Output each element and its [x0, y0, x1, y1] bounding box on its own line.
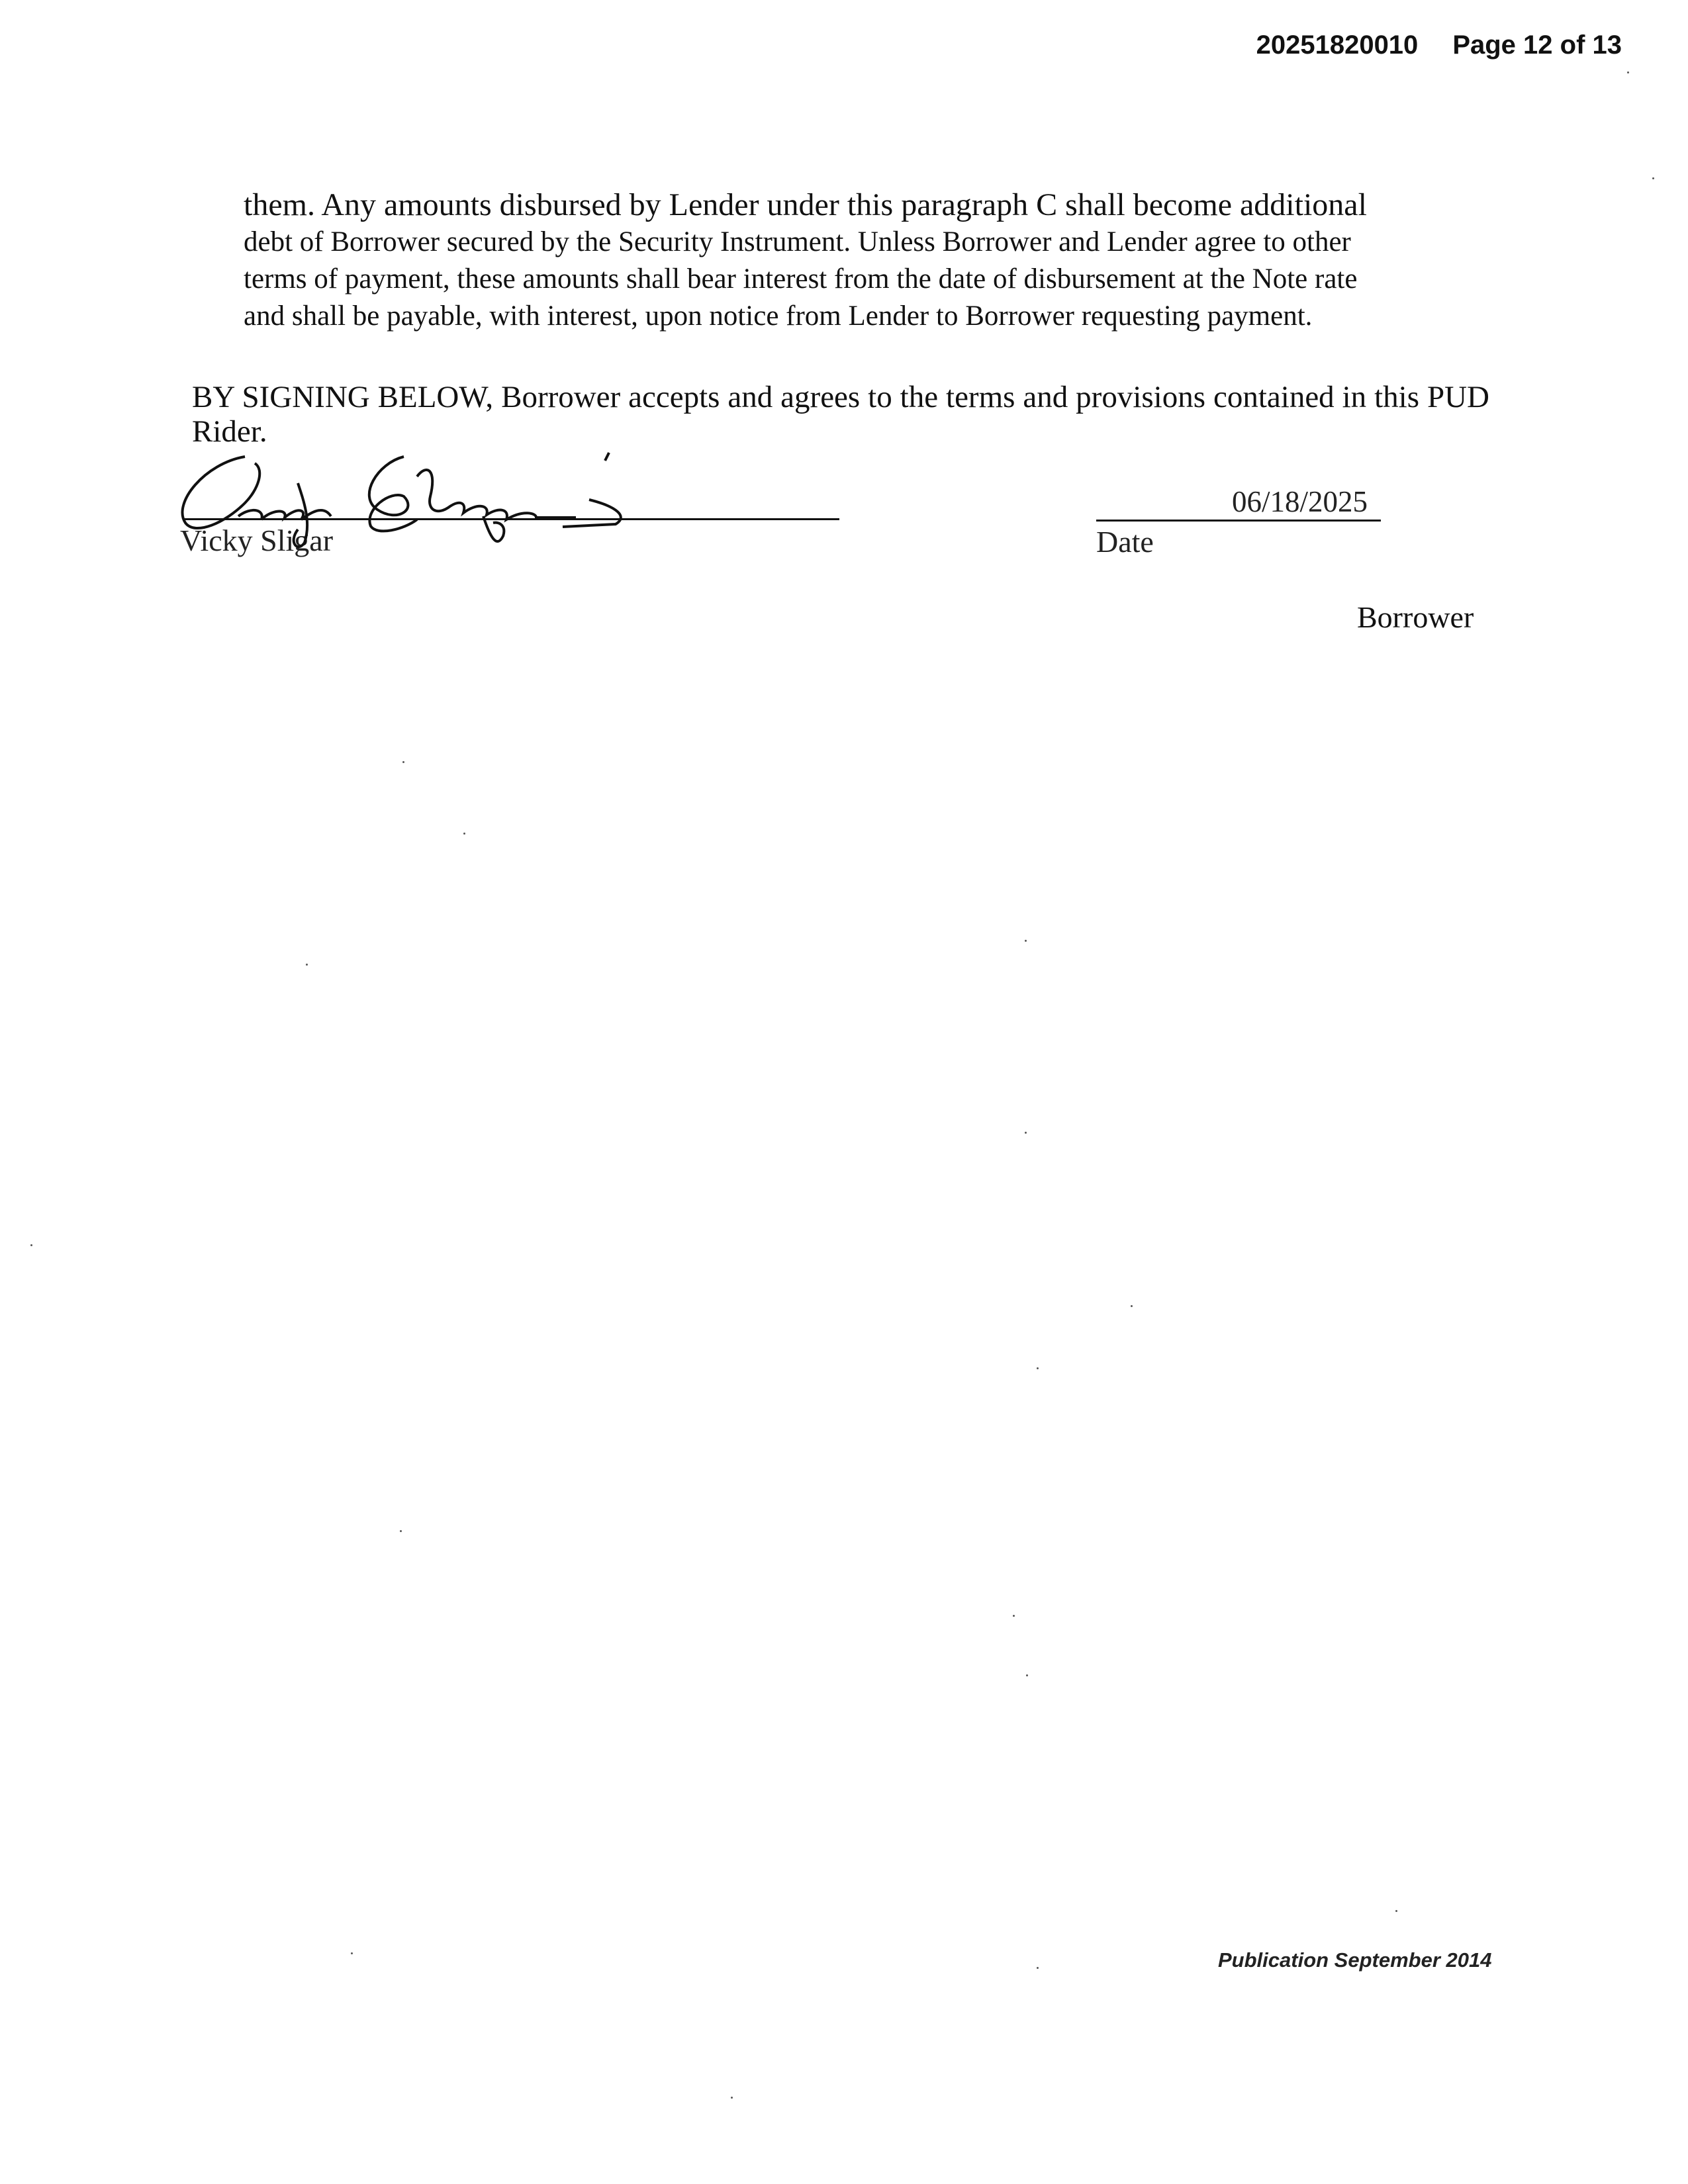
scan-speck — [1025, 940, 1027, 942]
scan-speck — [1013, 1615, 1015, 1617]
paragraph-line: terms of payment, these amounts shall bear interest from the date of disbursement at the Note rate — [244, 263, 1358, 295]
page-number: Page 12 of 13 — [1452, 30, 1622, 60]
scan-speck — [306, 964, 308, 966]
document-number: 20251820010 — [1256, 30, 1419, 60]
scan-speck — [402, 761, 404, 763]
page-header — [1256, 30, 1622, 60]
scan-speck — [30, 1244, 32, 1246]
signing-statement: BY SIGNING BELOW, Borrower accepts and agrees to the terms and provisions contained in this PUD Rider. — [192, 380, 1489, 449]
paragraph-line: debt of Borrower secured by the Security Instrument. Unless Borrower and Lender agree to other — [244, 226, 1351, 257]
date-label: Date — [1096, 525, 1154, 559]
scan-speck — [1652, 177, 1654, 179]
scan-speck — [1131, 1305, 1133, 1307]
scan-speck — [1037, 1967, 1039, 1969]
date-line — [1096, 520, 1381, 522]
scan-speck — [1037, 1367, 1039, 1369]
scan-speck — [1395, 1910, 1397, 1912]
paragraph-line: and shall be payable, with interest, upon notice from Lender to Borrower requesting payment. — [244, 300, 1313, 332]
signer-name: Vicky Sligar — [180, 523, 334, 557]
handwritten-signature — [165, 443, 669, 563]
publication-footer: Publication September 2014 — [1218, 1948, 1492, 1972]
scan-speck — [351, 1952, 353, 1954]
rider-paragraph — [244, 187, 1521, 335]
scan-speck — [1026, 1674, 1028, 1676]
scan-speck — [400, 1530, 402, 1532]
scan-speck — [731, 2097, 733, 2099]
borrower-label: Borrower — [1357, 600, 1474, 634]
scan-speck — [1627, 71, 1629, 73]
scan-speck — [463, 833, 465, 835]
signature-date: 06/18/2025 — [1231, 485, 1368, 518]
scan-speck — [1025, 1132, 1027, 1134]
paragraph-line: them. Any amounts disbursed by Lender under this paragraph C shall become additional — [244, 187, 1367, 222]
